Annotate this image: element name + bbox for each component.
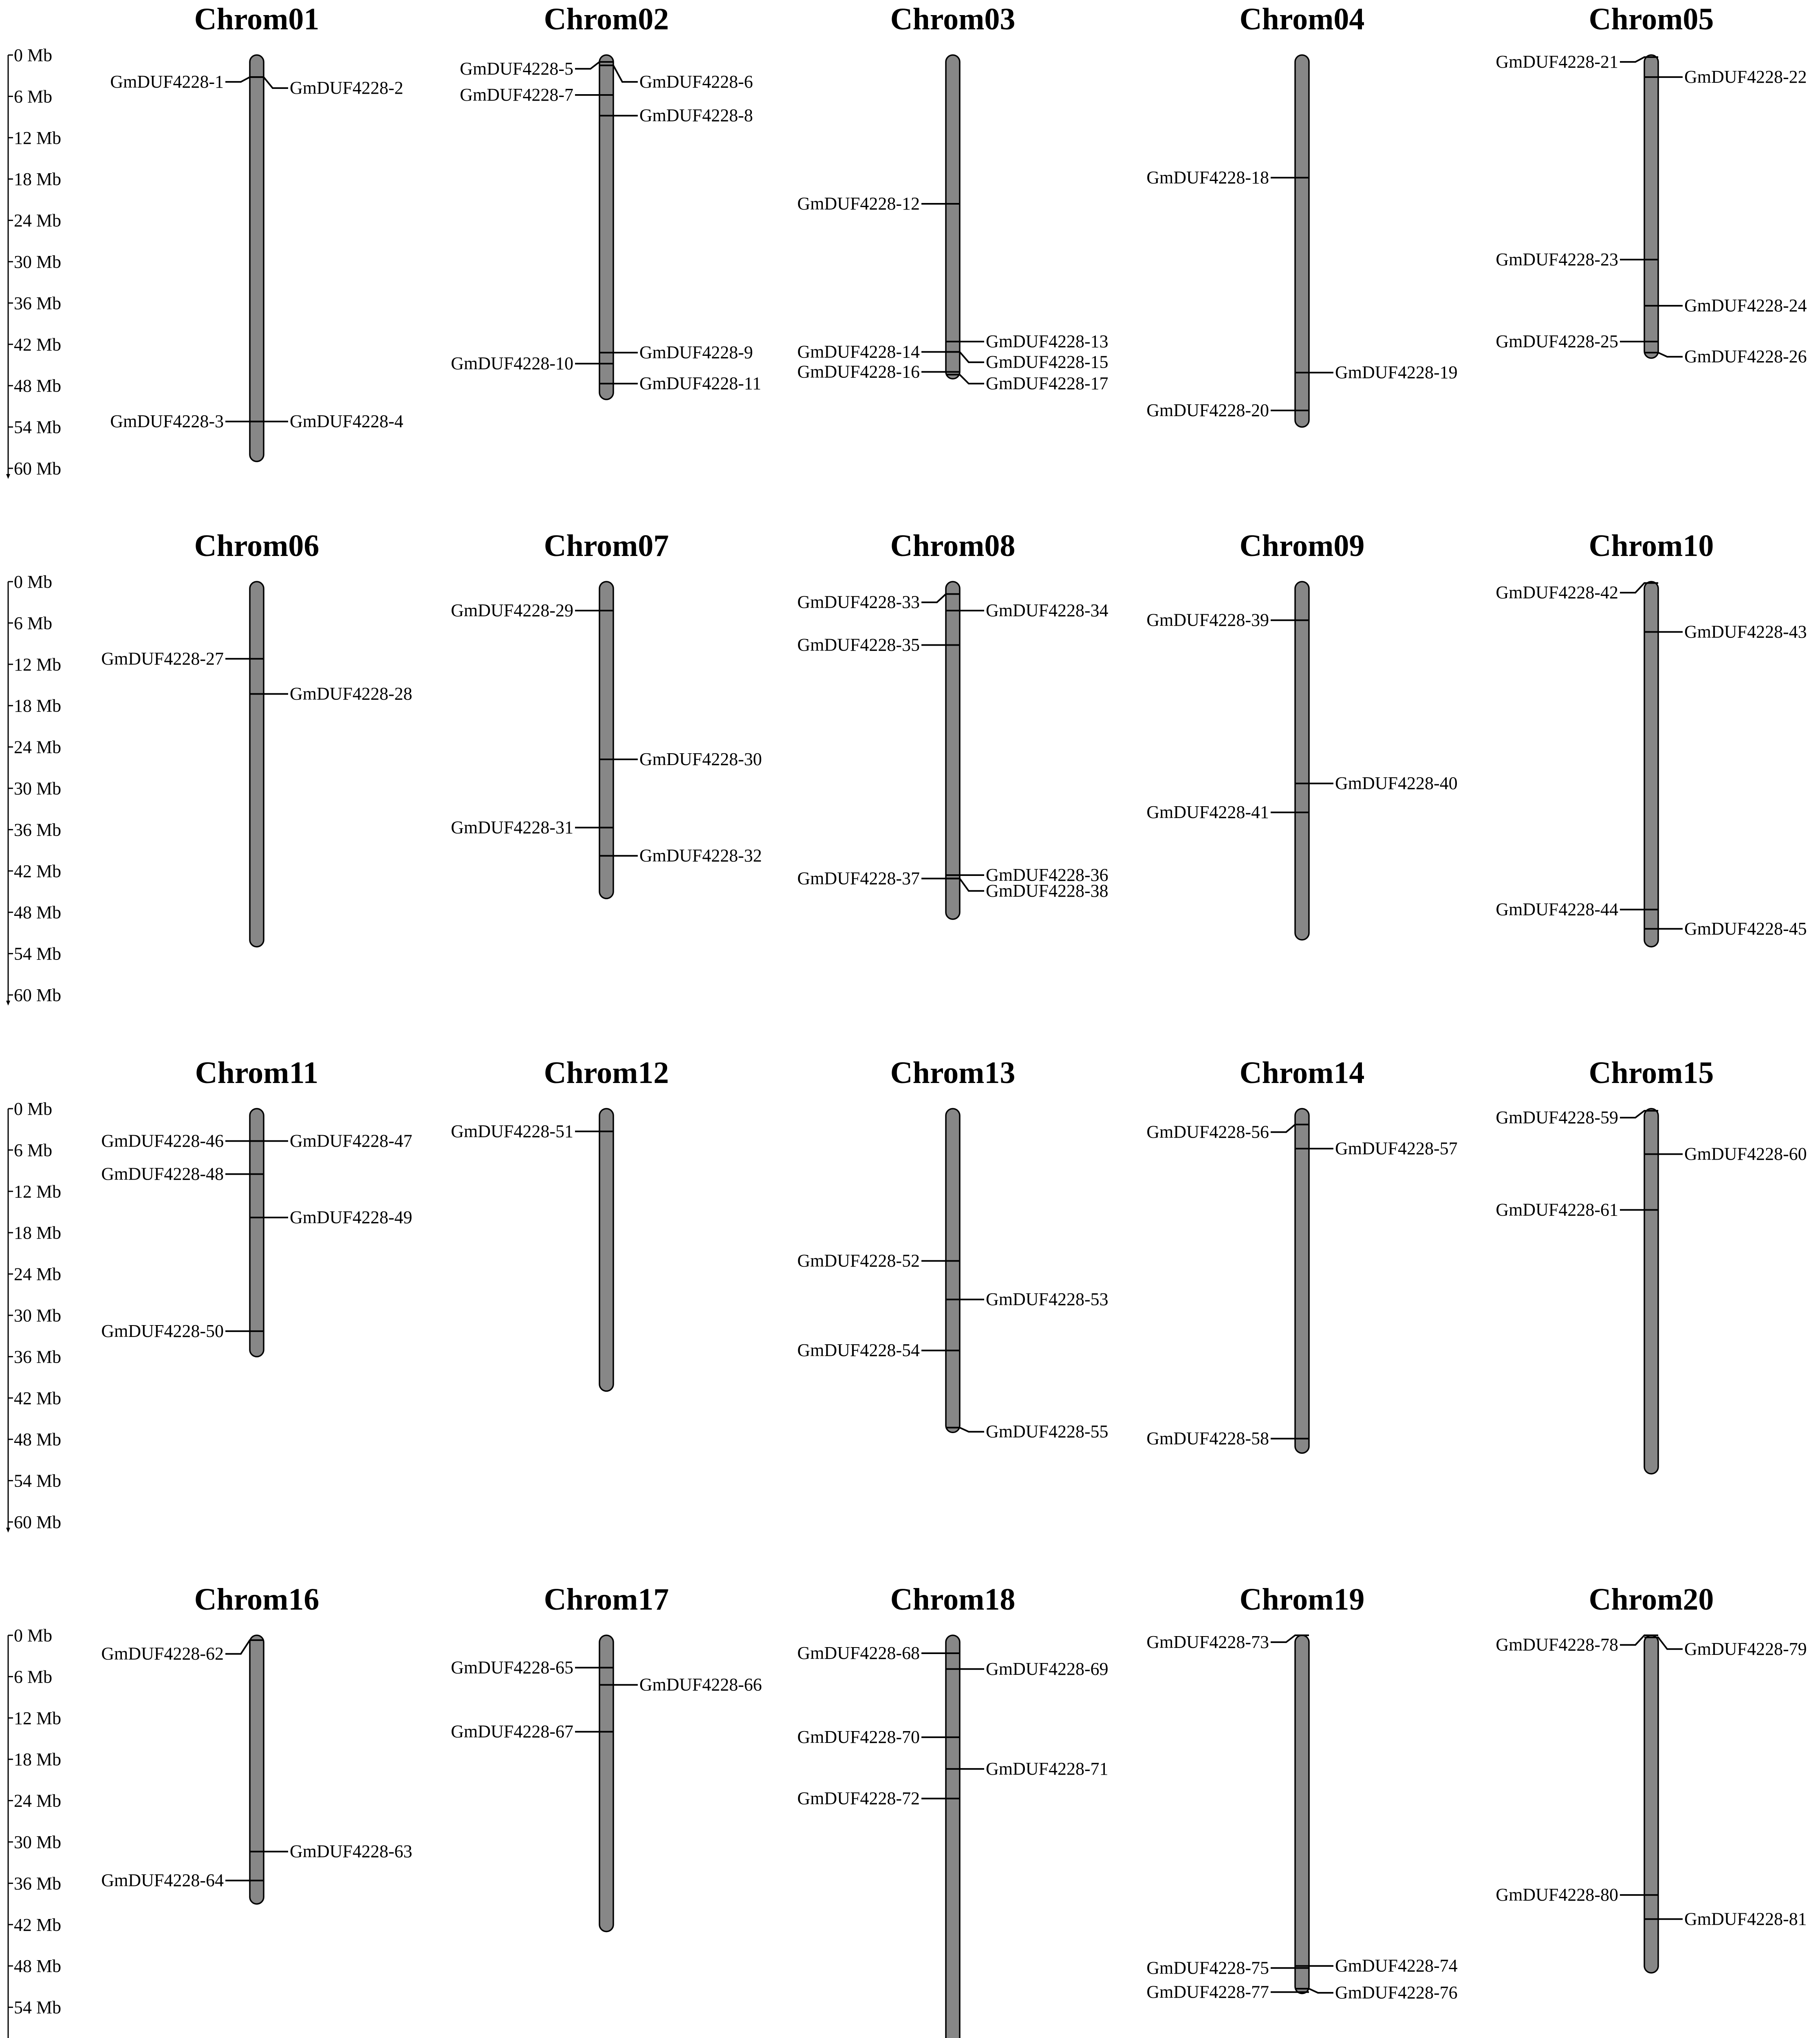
gene-label: GmDUF4228-40	[1335, 773, 1458, 794]
gene-label: GmDUF4228-11	[639, 373, 762, 394]
gene-label: GmDUF4228-16	[797, 362, 920, 382]
gene-marker-gmduf4228-42	[1496, 582, 1658, 602]
gene-marker-gmduf4228-14	[797, 342, 960, 362]
gene-marker-gmduf4228-72	[797, 1789, 960, 1809]
chromosome-body	[599, 1635, 613, 1932]
chromosome-chrom05	[1496, 2, 1807, 366]
gene-marker-gmduf4228-63	[250, 1842, 412, 1862]
gene-marker-gmduf4228-29	[451, 600, 613, 620]
gene-label: GmDUF4228-20	[1146, 400, 1269, 421]
scale-tick-label: 48 Mb	[14, 1956, 62, 1976]
scale-tick-label: 12 Mb	[14, 654, 62, 675]
gene-marker-gmduf4228-10	[451, 353, 613, 373]
scale-tick-label: 54 Mb	[14, 1997, 62, 2018]
scale-tick-label: 0 Mb	[14, 1626, 53, 1645]
gene-marker-gmduf4228-50	[101, 1321, 264, 1341]
scale-axis-row-4	[6, 1626, 61, 2038]
scale-tick-label: 18 Mb	[14, 696, 62, 716]
scale-tick-label: 36 Mb	[14, 1873, 62, 1894]
gene-marker-gmduf4228-9	[599, 342, 753, 362]
chromosome-chrom06	[101, 529, 412, 947]
gene-label: GmDUF4228-7	[460, 85, 573, 105]
gene-marker-gmduf4228-52	[797, 1251, 960, 1270]
scale-tick-label: 54 Mb	[14, 1471, 62, 1491]
gene-marker-gmduf4228-62	[101, 1640, 264, 1664]
scale-tick-label: 42 Mb	[14, 334, 62, 355]
scale-tick-label: 6 Mb	[14, 613, 53, 633]
gene-label: GmDUF4228-9	[639, 342, 753, 363]
gene-label: GmDUF4228-39	[1146, 610, 1269, 630]
gene-label: GmDUF4228-76	[1335, 1983, 1458, 2003]
chromosome-chrom16	[101, 1582, 412, 1904]
gene-label: GmDUF4228-69	[986, 1659, 1108, 1679]
scale-tick-label: 0 Mb	[14, 45, 53, 65]
gene-marker-gmduf4228-79	[1644, 1637, 1807, 1659]
gene-marker-gmduf4228-47	[250, 1131, 412, 1151]
gene-marker-gmduf4228-59	[1496, 1107, 1658, 1127]
scale-tick-label: 54 Mb	[14, 417, 62, 437]
chromosome-body	[1644, 582, 1658, 947]
gene-label: GmDUF4228-73	[1146, 1632, 1269, 1652]
scale-tick-label: 60 Mb	[14, 985, 62, 1005]
gene-label: GmDUF4228-51	[451, 1121, 573, 1141]
gene-marker-gmduf4228-31	[451, 817, 613, 837]
gene-label: GmDUF4228-75	[1146, 1958, 1269, 1978]
gene-marker-gmduf4228-39	[1146, 610, 1309, 630]
scale-tick-label: 42 Mb	[14, 861, 62, 881]
scale-tick-label: 18 Mb	[14, 1749, 62, 1770]
gene-label: GmDUF4228-78	[1496, 1634, 1618, 1655]
gene-label: GmDUF4228-5	[460, 58, 573, 79]
scale-tick-label: 30 Mb	[14, 1832, 62, 1852]
chromosome-title: Chrom12	[544, 1056, 669, 1090]
chromosome-chrom18	[797, 1582, 1108, 2038]
chromosome-chrom13	[797, 1056, 1108, 1442]
gene-label: GmDUF4228-77	[1146, 1982, 1269, 2002]
gene-label: GmDUF4228-22	[1684, 67, 1807, 87]
chromosome-title: Chrom03	[890, 2, 1016, 36]
scale-tick-label: 60 Mb	[14, 459, 62, 479]
gene-label: GmDUF4228-1	[110, 71, 224, 92]
chromosome-chrom15	[1496, 1056, 1807, 1474]
gene-label: GmDUF4228-55	[986, 1421, 1108, 1442]
gene-label: GmDUF4228-14	[797, 342, 920, 362]
gene-label: GmDUF4228-56	[1146, 1122, 1269, 1142]
chromosome-title: Chrom19	[1239, 1582, 1365, 1617]
gene-label: GmDUF4228-53	[986, 1289, 1108, 1310]
scale-tick-label: 24 Mb	[14, 1264, 62, 1284]
scale-tick-label: 12 Mb	[14, 1181, 62, 1202]
chromosome-title: Chrom10	[1589, 529, 1714, 563]
chromosome-title: Chrom18	[890, 1582, 1016, 1617]
scale-tick-label: 48 Mb	[14, 1429, 62, 1450]
gene-marker-gmduf4228-17	[946, 373, 1108, 393]
chromosome-title: Chrom14	[1239, 1056, 1365, 1090]
gene-marker-gmduf4228-38	[946, 878, 1108, 900]
gene-marker-gmduf4228-4	[250, 411, 403, 431]
gene-label: GmDUF4228-29	[451, 600, 573, 620]
gene-marker-gmduf4228-56	[1146, 1122, 1309, 1142]
chromosome-title: Chrom13	[890, 1056, 1016, 1090]
gene-marker-gmduf4228-1	[110, 72, 264, 92]
scale-axis-arrow-icon	[6, 474, 10, 479]
gene-marker-gmduf4228-11	[599, 373, 761, 393]
gene-marker-gmduf4228-33	[797, 592, 960, 612]
gene-label: GmDUF4228-57	[1335, 1138, 1458, 1159]
chromosome-chrom08	[797, 529, 1108, 919]
gene-label: GmDUF4228-37	[797, 868, 920, 889]
chromosome-title: Chrom08	[890, 529, 1016, 563]
chromosome-body	[1295, 55, 1309, 427]
gene-label: GmDUF4228-59	[1496, 1107, 1618, 1127]
gene-marker-gmduf4228-19	[1295, 362, 1458, 382]
scale-tick-label: 18 Mb	[14, 1223, 62, 1243]
gene-label: GmDUF4228-10	[451, 353, 573, 374]
chromosome-body	[599, 582, 613, 898]
scale-tick-label: 24 Mb	[14, 1791, 62, 1811]
gene-label: GmDUF4228-50	[101, 1321, 224, 1341]
gene-marker-gmduf4228-70	[797, 1727, 960, 1747]
gene-label: GmDUF4228-47	[290, 1131, 412, 1151]
gene-marker-gmduf4228-66	[599, 1675, 762, 1695]
scale-axis-row-1	[6, 45, 61, 479]
chromosome-body	[250, 1635, 264, 1904]
gene-marker-gmduf4228-6	[599, 65, 753, 92]
gene-marker-gmduf4228-67	[451, 1722, 613, 1742]
gene-marker-gmduf4228-81	[1644, 1909, 1807, 1929]
gene-marker-gmduf4228-37	[797, 868, 960, 888]
gene-label: GmDUF4228-62	[101, 1643, 224, 1664]
gene-marker-gmduf4228-49	[250, 1207, 412, 1227]
chromosome-body	[946, 582, 960, 919]
chromosome-body	[1644, 1635, 1658, 1973]
gene-label: GmDUF4228-28	[290, 684, 412, 704]
gene-label: GmDUF4228-35	[797, 635, 920, 655]
chromosome-body	[599, 1109, 613, 1391]
gene-label: GmDUF4228-79	[1684, 1639, 1807, 1659]
scale-tick-label: 24 Mb	[14, 210, 62, 231]
chromosome-body	[250, 582, 264, 947]
gene-label: GmDUF4228-6	[639, 71, 753, 92]
chromosome-chrom19	[1146, 1582, 1457, 2003]
gene-marker-gmduf4228-15	[946, 352, 1108, 372]
gene-label: GmDUF4228-8	[639, 105, 753, 126]
gene-label: GmDUF4228-61	[1496, 1200, 1618, 1220]
scale-tick-label: 30 Mb	[14, 779, 62, 798]
gene-marker-gmduf4228-43	[1644, 622, 1807, 642]
scale-tick-label: 6 Mb	[14, 1667, 53, 1687]
gene-marker-gmduf4228-53	[946, 1289, 1108, 1309]
gene-marker-gmduf4228-75	[1146, 1958, 1309, 1978]
chromosome-chrom03	[797, 2, 1108, 393]
scale-axis-row-2	[6, 572, 61, 1006]
scale-tick-label: 54 Mb	[14, 944, 62, 964]
gene-marker-gmduf4228-30	[599, 749, 762, 769]
scale-tick-label: 42 Mb	[14, 1914, 62, 1935]
gene-label: GmDUF4228-23	[1496, 249, 1618, 269]
gene-marker-gmduf4228-23	[1496, 249, 1658, 269]
chromosome-body	[250, 55, 264, 461]
chromosome-body	[1295, 1635, 1309, 1994]
scale-tick-label: 12 Mb	[14, 128, 62, 148]
gene-marker-gmduf4228-16	[797, 362, 960, 382]
chromosome-title: Chrom17	[544, 1582, 669, 1617]
gene-label: GmDUF4228-31	[451, 817, 573, 838]
chromosome-chrom01	[110, 2, 403, 461]
gene-marker-gmduf4228-13	[946, 331, 1108, 351]
gene-marker-gmduf4228-78	[1496, 1635, 1658, 1655]
gene-marker-gmduf4228-32	[599, 846, 762, 866]
gene-label: GmDUF4228-32	[639, 845, 762, 866]
gene-label: GmDUF4228-45	[1684, 918, 1807, 939]
chromosome-body	[1644, 1109, 1658, 1474]
gene-label: GmDUF4228-24	[1684, 296, 1807, 316]
gene-marker-gmduf4228-64	[101, 1870, 264, 1890]
scale-tick-label: 48 Mb	[14, 902, 62, 923]
gene-label: GmDUF4228-13	[986, 331, 1108, 352]
gene-marker-gmduf4228-5	[460, 59, 613, 79]
chromosome-title: Chrom16	[194, 1582, 319, 1617]
gene-label: GmDUF4228-18	[1146, 167, 1269, 187]
chromosome-body	[946, 55, 960, 379]
gene-label: GmDUF4228-38	[986, 880, 1108, 901]
gene-marker-gmduf4228-61	[1496, 1200, 1658, 1220]
gene-marker-gmduf4228-57	[1295, 1138, 1458, 1158]
gene-marker-gmduf4228-3	[110, 411, 264, 431]
gene-marker-gmduf4228-8	[599, 106, 753, 126]
chromosome-body	[946, 1109, 960, 1432]
gene-label: GmDUF4228-58	[1146, 1428, 1269, 1449]
chromosome-body	[946, 1635, 960, 2038]
scale-tick-label: 36 Mb	[14, 820, 62, 840]
chromosome-chrom17	[451, 1582, 762, 1932]
gene-marker-gmduf4228-7	[460, 85, 613, 105]
gene-label: GmDUF4228-81	[1684, 1909, 1807, 1929]
gene-marker-gmduf4228-74	[1295, 1956, 1458, 1976]
gene-marker-gmduf4228-73	[1146, 1632, 1309, 1652]
gene-label: GmDUF4228-46	[101, 1131, 224, 1151]
gene-label: GmDUF4228-74	[1335, 1956, 1458, 1976]
chromosome-title: Chrom20	[1589, 1582, 1714, 1617]
scale-tick-label: 48 Mb	[14, 376, 62, 396]
chromosome-chrom11	[101, 1056, 412, 1356]
gene-marker-gmduf4228-34	[946, 600, 1108, 620]
gene-label: GmDUF4228-4	[290, 411, 403, 432]
chromosome-body	[1295, 582, 1309, 940]
gene-label: GmDUF4228-3	[110, 411, 224, 432]
scale-tick-label: 0 Mb	[14, 572, 53, 592]
chromosome-body	[1295, 1109, 1309, 1453]
scale-axis-arrow-icon	[6, 1001, 10, 1006]
gene-marker-gmduf4228-69	[946, 1659, 1108, 1679]
chromosome-title: Chrom09	[1239, 529, 1365, 563]
chromosome-chrom04	[1146, 2, 1457, 427]
gene-label: GmDUF4228-80	[1496, 1885, 1618, 1905]
gene-marker-gmduf4228-26	[1644, 346, 1807, 366]
gene-marker-gmduf4228-2	[250, 77, 403, 98]
scale-tick-label: 36 Mb	[14, 293, 62, 313]
gene-label: GmDUF4228-27	[101, 648, 224, 669]
gene-marker-gmduf4228-45	[1644, 919, 1807, 939]
gene-label: GmDUF4228-26	[1684, 346, 1807, 367]
scale-tick-label: 24 Mb	[14, 737, 62, 757]
gene-label: GmDUF4228-12	[797, 194, 920, 214]
gene-label: GmDUF4228-44	[1496, 899, 1618, 920]
chromosome-title: Chrom06	[194, 529, 319, 563]
gene-marker-gmduf4228-68	[797, 1643, 960, 1663]
chromosome-title: Chrom11	[195, 1056, 319, 1090]
scale-tick-label: 6 Mb	[14, 86, 53, 107]
gene-label: GmDUF4228-63	[290, 1841, 412, 1862]
scale-tick-label: 12 Mb	[14, 1708, 62, 1728]
gene-label: GmDUF4228-15	[986, 352, 1108, 372]
gene-marker-gmduf4228-58	[1146, 1429, 1309, 1449]
gene-label: GmDUF4228-72	[797, 1788, 920, 1809]
scale-tick-label: 42 Mb	[14, 1388, 62, 1408]
chromosome-title: Chrom01	[194, 2, 319, 36]
chromosome-body	[250, 1109, 264, 1356]
gene-label: GmDUF4228-2	[290, 78, 403, 98]
gene-marker-gmduf4228-24	[1644, 296, 1807, 315]
gene-marker-gmduf4228-65	[451, 1657, 613, 1677]
scale-tick-label: 30 Mb	[14, 252, 62, 272]
gene-marker-gmduf4228-25	[1496, 331, 1658, 351]
gene-label: GmDUF4228-36	[986, 865, 1108, 885]
gene-label: GmDUF4228-30	[639, 749, 762, 770]
chromosome-title: Chrom15	[1589, 1056, 1714, 1090]
gene-marker-gmduf4228-80	[1496, 1885, 1658, 1905]
gene-label: GmDUF4228-67	[451, 1721, 573, 1742]
gene-label: GmDUF4228-70	[797, 1727, 920, 1747]
gene-label: GmDUF4228-41	[1146, 802, 1269, 823]
gene-label: GmDUF4228-68	[797, 1643, 920, 1663]
gene-marker-gmduf4228-51	[451, 1121, 613, 1141]
gene-label: GmDUF4228-64	[101, 1870, 224, 1890]
gene-marker-gmduf4228-35	[797, 635, 960, 655]
gene-label: GmDUF4228-60	[1684, 1144, 1807, 1164]
gene-marker-gmduf4228-41	[1146, 802, 1309, 822]
chromosome-body	[599, 55, 613, 399]
gene-label: GmDUF4228-21	[1496, 51, 1618, 72]
gene-marker-gmduf4228-12	[797, 194, 960, 214]
scale-tick-label: 18 Mb	[14, 169, 62, 190]
gene-label: GmDUF4228-42	[1496, 582, 1618, 603]
chromosome-title: Chrom07	[544, 529, 669, 563]
gene-label: GmDUF4228-54	[797, 1340, 920, 1361]
chromosome-title: Chrom05	[1589, 2, 1714, 36]
gene-label: GmDUF4228-49	[290, 1207, 412, 1228]
chromosome-chrom10	[1496, 529, 1807, 947]
gene-marker-gmduf4228-55	[946, 1422, 1108, 1442]
gene-label: GmDUF4228-34	[986, 600, 1108, 620]
chromosome-title: Chrom02	[544, 2, 669, 36]
gene-marker-gmduf4228-20	[1146, 400, 1309, 420]
scale-axis-row-3	[6, 1099, 61, 1533]
chromosome-chrom14	[1146, 1056, 1457, 1453]
chromosome-chrom09	[1146, 529, 1457, 940]
gene-label: GmDUF4228-71	[986, 1758, 1108, 1779]
chromosome-title: Chrom04	[1239, 2, 1365, 36]
scale-tick-label: 30 Mb	[14, 1306, 62, 1326]
scale-tick-label: 60 Mb	[14, 1512, 62, 1532]
gene-marker-gmduf4228-21	[1496, 52, 1658, 72]
gene-label: GmDUF4228-25	[1496, 331, 1618, 352]
gene-marker-gmduf4228-71	[946, 1759, 1108, 1779]
scale-tick-label: 0 Mb	[14, 1099, 53, 1119]
gene-label: GmDUF4228-19	[1335, 362, 1458, 383]
gene-marker-gmduf4228-18	[1146, 168, 1309, 187]
chromosome-chrom20	[1496, 1582, 1807, 1973]
chromosome-chrom12	[451, 1056, 669, 1391]
chromosome-chrom07	[451, 529, 762, 898]
scale-axis-arrow-icon	[6, 1528, 10, 1533]
gene-label: GmDUF4228-48	[101, 1164, 224, 1184]
gene-marker-gmduf4228-27	[101, 648, 264, 668]
gene-marker-gmduf4228-48	[101, 1164, 264, 1184]
gene-marker-gmduf4228-54	[797, 1340, 960, 1360]
chromosome-body	[1644, 55, 1658, 358]
gene-marker-gmduf4228-77	[1146, 1982, 1309, 2002]
gene-label: GmDUF4228-33	[797, 592, 920, 612]
chromosome-chrom02	[451, 2, 761, 399]
gene-marker-gmduf4228-44	[1496, 899, 1658, 919]
gene-marker-gmduf4228-40	[1295, 773, 1458, 793]
gene-marker-gmduf4228-46	[101, 1131, 264, 1151]
gene-label: GmDUF4228-65	[451, 1657, 573, 1678]
gene-marker-gmduf4228-22	[1644, 67, 1807, 87]
gene-label: GmDUF4228-52	[797, 1251, 920, 1271]
gene-label: GmDUF4228-43	[1684, 622, 1807, 642]
scale-tick-label: 6 Mb	[14, 1140, 53, 1160]
gene-marker-gmduf4228-28	[250, 684, 412, 704]
gene-label: GmDUF4228-17	[986, 373, 1108, 394]
gene-label: GmDUF4228-66	[639, 1674, 762, 1695]
scale-tick-label: 36 Mb	[14, 1347, 62, 1367]
gene-marker-gmduf4228-76	[1295, 1983, 1458, 2003]
gene-marker-gmduf4228-60	[1644, 1144, 1807, 1164]
